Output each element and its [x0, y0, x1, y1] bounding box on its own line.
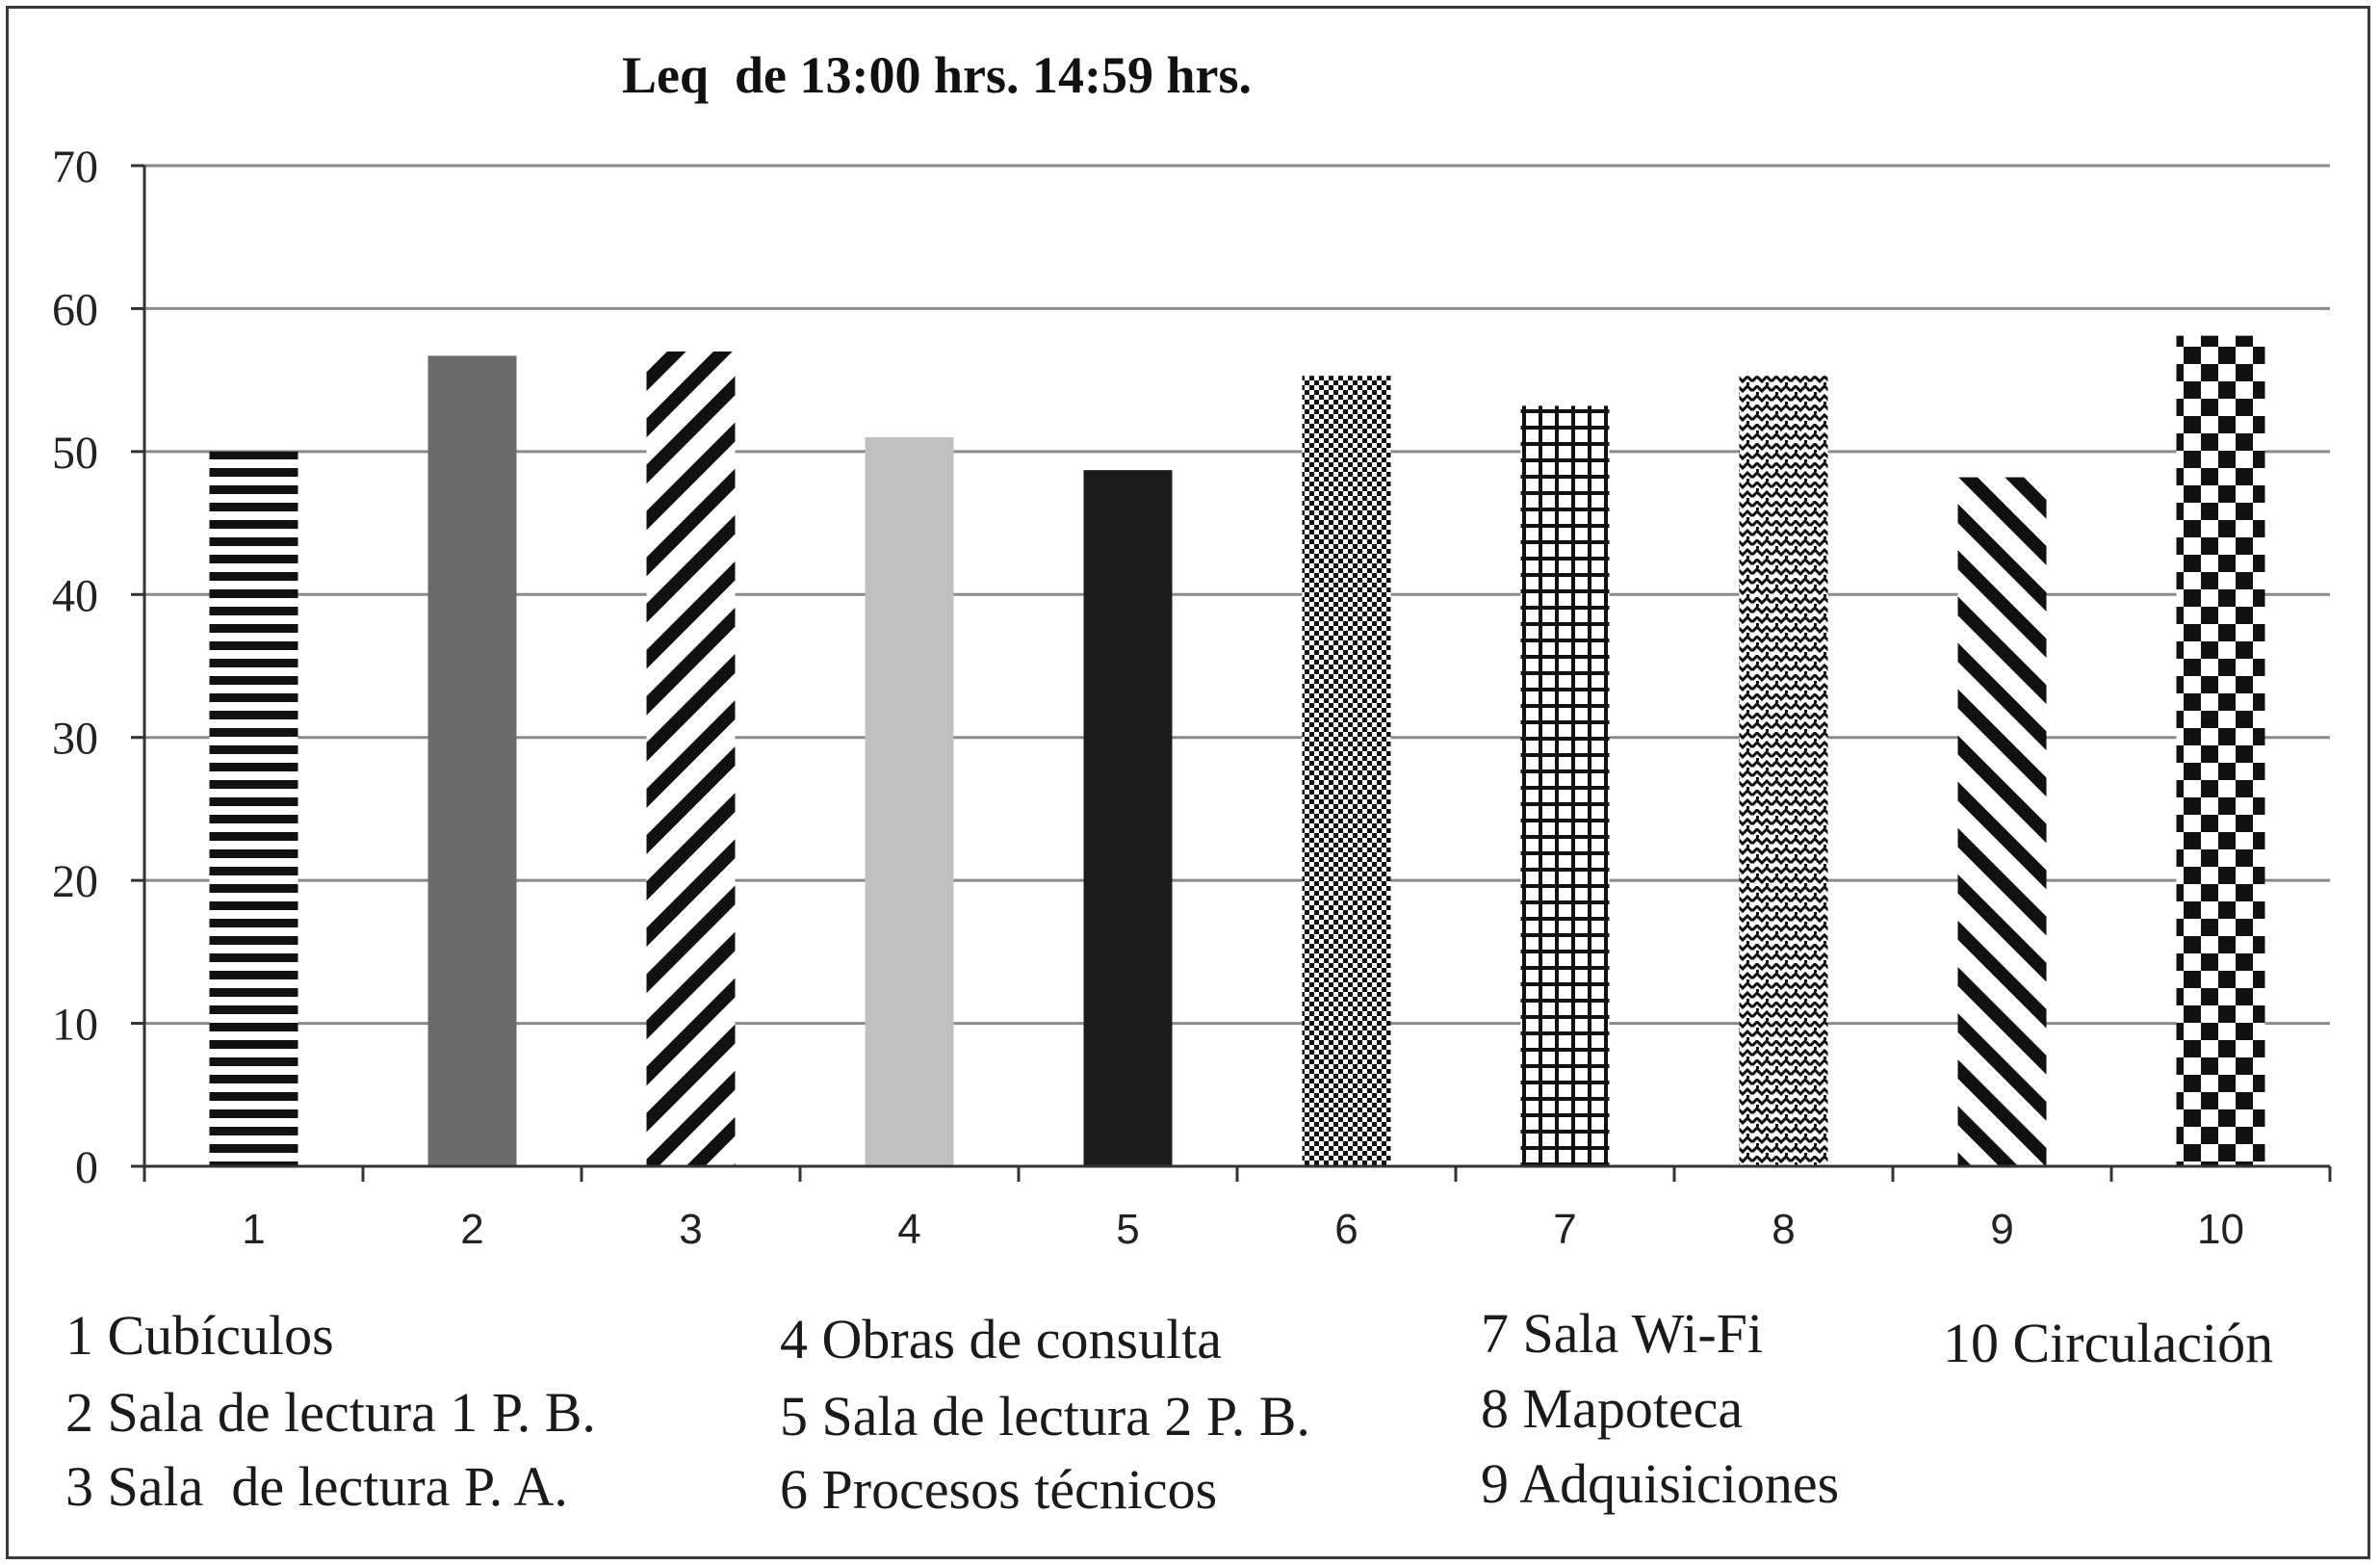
- y-tick-label: 10: [52, 999, 98, 1051]
- y-tick-label: 0: [75, 1142, 98, 1193]
- bar-10: [2177, 336, 2265, 1166]
- y-tick-label: 60: [52, 284, 98, 336]
- bar-6: [1303, 376, 1391, 1166]
- bar-9: [1958, 478, 2047, 1166]
- legend-item-1: 1 Cubículos: [65, 1304, 334, 1367]
- y-tick-label: 50: [52, 427, 98, 479]
- y-tick-label: 30: [52, 713, 98, 765]
- legend-item-5: 5 Sala de lectura 2 P. B.: [780, 1385, 1310, 1448]
- y-tick-labels: [52, 142, 98, 1193]
- x-tick-labels: [242, 1206, 2244, 1253]
- bar-7: [1521, 405, 1610, 1166]
- bars: [210, 336, 2265, 1166]
- y-tick-label: 70: [52, 142, 98, 193]
- chart-title: Leq de 13:00 hrs. 14:59 hrs.: [622, 46, 1253, 104]
- y-tick-label: 40: [52, 570, 98, 622]
- bar-4: [866, 437, 954, 1166]
- y-tick-label: 20: [52, 856, 98, 908]
- x-tick-label: 10: [2197, 1206, 2244, 1253]
- bar-5: [1084, 470, 1173, 1166]
- x-tick-label: 5: [1116, 1206, 1140, 1253]
- bar-8: [1740, 376, 1828, 1166]
- bar-2: [428, 355, 517, 1166]
- legend-item-2: 2 Sala de lectura 1 P. B.: [65, 1381, 596, 1444]
- bar-1: [210, 452, 298, 1166]
- legend-item-3: 3 Sala de lectura P. A.: [65, 1455, 568, 1518]
- legend-item-4: 4 Obras de consulta: [780, 1308, 1223, 1370]
- x-tick-label: 4: [897, 1206, 921, 1253]
- legend-item-6: 6 Procesos técnicos: [780, 1458, 1218, 1521]
- x-tick-label: 6: [1334, 1206, 1358, 1253]
- x-tick-label: 3: [679, 1206, 703, 1253]
- x-tick-label: 8: [1772, 1206, 1796, 1253]
- legend-item-7: 7 Sala Wi-Fi: [1481, 1302, 1764, 1365]
- x-tick-label: 7: [1553, 1206, 1577, 1253]
- legend-item-8: 8 Mapoteca: [1481, 1377, 1744, 1440]
- x-tick-label: 9: [1990, 1206, 2014, 1253]
- x-tick-label: 2: [460, 1206, 484, 1253]
- legend-item-10: 10 Circulación: [1943, 1312, 2274, 1374]
- legend-item-9: 9 Adquisiciones: [1481, 1452, 1840, 1515]
- bar-3: [647, 352, 736, 1166]
- x-tick-label: 1: [242, 1206, 266, 1253]
